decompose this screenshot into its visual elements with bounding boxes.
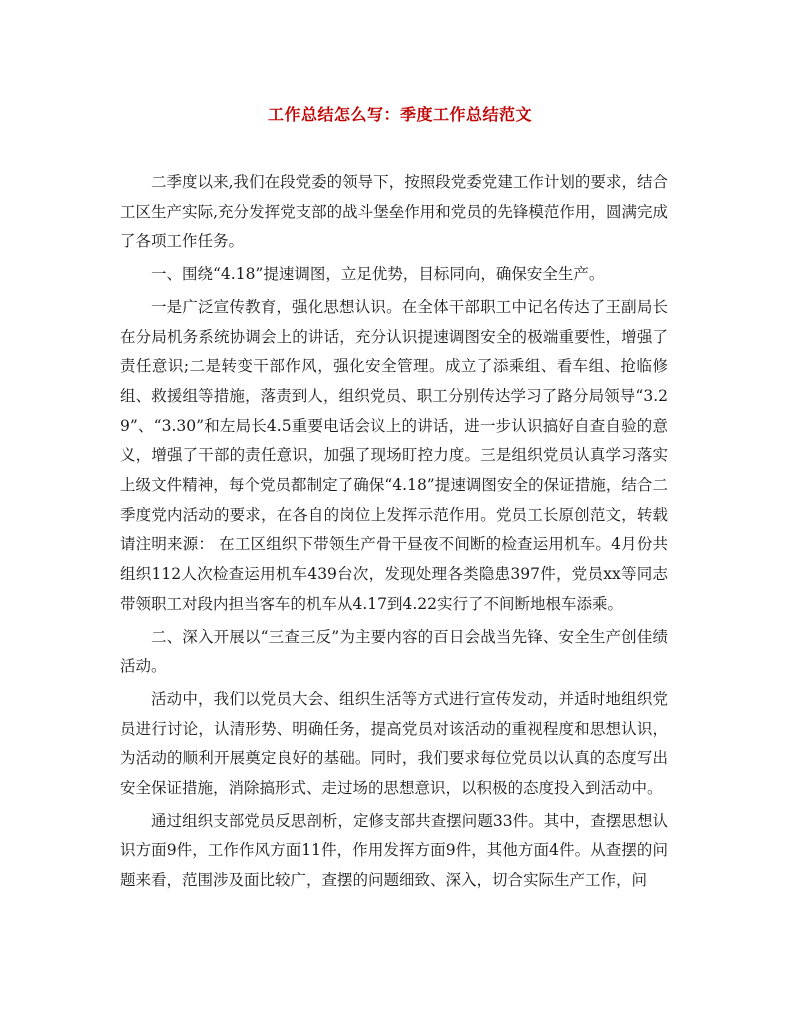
document-title: 工作总结怎么写：季度工作总结范文 xyxy=(267,105,532,124)
paragraph-activity: 活动中，我们以党员大会、组织生活等方式进行宣传发动，并适时地组织党员进行讨论，认清形势、明确任务，提高党员对该活动的重视程度和思想认识，为活动的顺利开展奠定良好的基础。同时，我们要求每位党员以认真的态度写出安全保证措施，消除搞形式、走过场的思想意识，以积极的态度投入到活动中。 xyxy=(120,689,668,798)
paragraph-review: 通过组织支部党员反思剖析，定修支部共查摆问题33件。其中，查摆思想认识方面9件，工作作风方面11件，作用发挥方面9件，其他方面4件。从查摆的问题来看，范围涉及面比较广，查摆的问题细致、深入，切合实际生产工作，问 xyxy=(120,811,668,890)
section-heading-1: 一、围绕“4.18”提速调图，立足优势，目标同向，确保安全生产。 xyxy=(151,265,605,284)
document-body xyxy=(120,168,668,899)
paragraph-section-1: 一是广泛宣传教育，强化思想认识。在全体干部职工中记名传达了王副局长在分局机务系统协调会上的讲话，充分认识提速调图安全的极端重要性，增强了责任意识;二是转变干部作风，强化安全管理。成立了添乘组、看车组、抢临修组、救援组等措施，落责到人，组织党员、职工分别传达学习了路分局领导“3.29”、“3.30”和左局长4.5重要电话会议上的讲话，进一步认识搞好自查自验的意义，增强了干部的责任意识，加强了现场盯控力度。三是组织党员认真学习落实上级文件精神，每个党员都制定了确保“4.18”提速调图安全的保证措施，结合二季度党内活动的要求，在各自的岗位上发挥示范作用。党员工长原创范文，转载请注明来源： 在工区组织下带领生产骨干昼夜不间断的检查运用机车。4月份共组织112人次检查运用机车439台次，发现处理各类隐患397件，党员xx等同志带领职工对段内担当客车的机车从4.17到4.22实行了不间断地根车添乘。 xyxy=(120,297,668,613)
section-heading-2: 二、深入开展以“三查三反”为主要内容的百日会战当先锋、安全生产创佳绩活动。 xyxy=(120,627,668,676)
paragraph-intro: 二季度以来,我们在段党委的领导下，按照段党委党建工作计划的要求，结合工区生产实际,充分发挥党支部的战斗堡垒作用和党员的先锋模范作用，圆满完成了各项工作任务。 xyxy=(120,173,668,251)
